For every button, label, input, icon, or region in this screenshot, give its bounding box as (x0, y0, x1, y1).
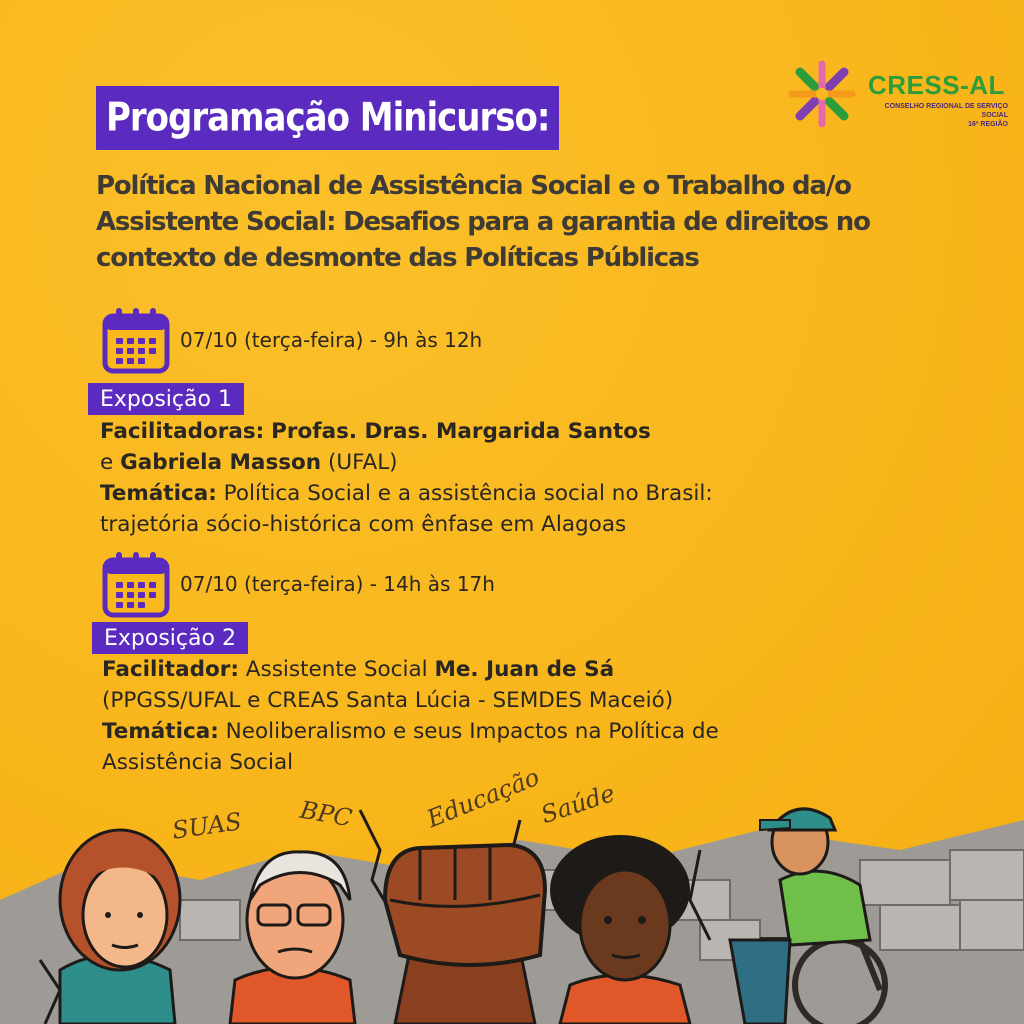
session-1-details (100, 416, 713, 540)
exposition-tag (92, 622, 248, 654)
title-banner (96, 86, 559, 150)
facilitator-role: Assistente Social (245, 657, 428, 682)
woman-figure (60, 830, 180, 1024)
session-date: 07/10 (terça-feira) - 14h às 17h (180, 572, 495, 596)
session-1-date-row (102, 306, 482, 374)
facilitator-label: Facilitador: (102, 657, 239, 682)
page-title: Programação Minicurso: (106, 95, 550, 141)
facilitator-line (100, 416, 713, 447)
course-subtitle (96, 168, 876, 276)
subtitle-line: contexto de desmonte das Políticas Públicas (96, 243, 699, 273)
calendar-icon (102, 550, 170, 618)
facilitator-line (102, 654, 719, 685)
theme-text: Política Social e a assistência social no Brasil: (223, 481, 713, 506)
facilitator-conjunction: e (100, 450, 114, 475)
doodle-educacao: Educação (423, 762, 544, 834)
facilitator-names: Profas. Dras. Margarida Santos (271, 419, 651, 444)
logo-sub-line1: CONSELHO REGIONAL DE SERVIÇO SOCIAL (884, 103, 1008, 119)
theme-text: Assistência Social (102, 750, 294, 775)
theme-line (102, 716, 719, 747)
calendar-icon (102, 306, 170, 374)
doodle-bpc: BPC (297, 795, 355, 833)
theme-text: trajetória sócio-histórica com ênfase em Alagoas (100, 512, 627, 537)
doodle-saude: Saúde (537, 778, 619, 830)
cress-logo-mark-icon (786, 58, 858, 130)
theme-label: Temática: (102, 719, 219, 744)
subtitle-line: Assistente Social: Desafios para a garantia de direitos no (96, 207, 870, 237)
logo-sub-line2: 16ª REGIÃO (968, 121, 1008, 128)
session-2-date-row (102, 550, 495, 618)
logo-subtitle (868, 102, 1008, 129)
facilitator-label: Facilitadoras: (100, 419, 265, 444)
theme-text: Neoliberalismo e seus Impactos na Política de (225, 719, 719, 744)
theme-line (100, 478, 713, 509)
doodle-suas: SUAS (170, 807, 244, 845)
facilitator-affiliation: (PPGSS/UFAL e CREAS Santa Lúcia - SEMDES Maceió) (102, 688, 674, 713)
facilitator-affiliation: (UFAL) (327, 450, 398, 475)
logo-name: CRESS-AL (868, 70, 1005, 100)
facilitator-name: Me. Juan de Sá (434, 657, 615, 682)
theme-label: Temática: (100, 481, 217, 506)
exposition-tag-label: Exposição 1 (100, 386, 232, 412)
people-illustration (0, 790, 1024, 1024)
facilitator-line (100, 447, 713, 478)
facilitator-name: Gabriela Masson (120, 450, 322, 475)
exposition-tag (88, 383, 244, 415)
session-date: 07/10 (terça-feira) - 9h às 12h (180, 328, 483, 352)
session-2-details (102, 654, 719, 778)
raised-fist-figure (385, 845, 545, 1024)
cress-logo (786, 58, 1011, 130)
subtitle-line: Política Nacional de Assistência Social e o Trabalho da/o (96, 171, 851, 201)
exposition-tag-label: Exposição 2 (104, 625, 236, 651)
